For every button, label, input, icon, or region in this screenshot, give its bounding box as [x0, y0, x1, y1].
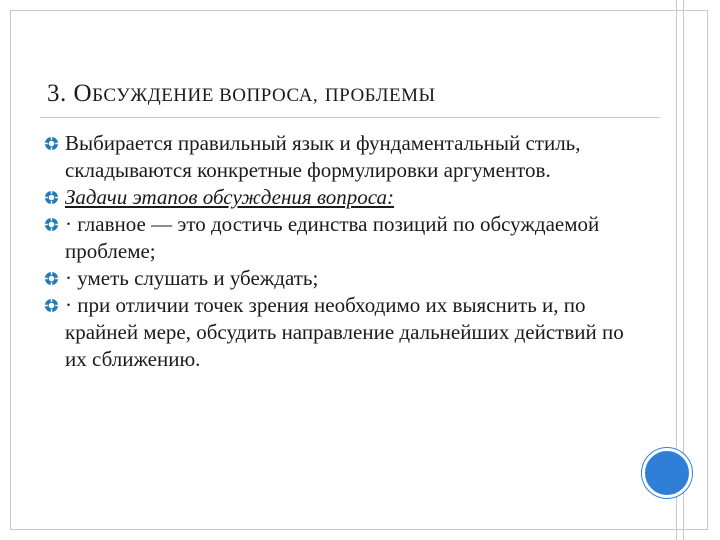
list-item	[44, 265, 644, 292]
list-item	[44, 292, 644, 373]
bullet-text: · при отличии точек зрения необходимо их выяснить и, по крайней мере, обсудить направление дальнейших действий по их сближению.	[65, 293, 624, 371]
bullet-text: · уметь слушать и убеждать;	[65, 266, 319, 290]
title-tail: ПРОБЛЕМЫ	[324, 85, 436, 106]
list-item	[44, 184, 644, 211]
gear-bullet-icon	[44, 271, 59, 286]
gear-bullet-icon	[44, 190, 59, 205]
gear-bullet-icon	[44, 298, 59, 313]
bullet-text: Задачи этапов обсуждения вопроса:	[65, 185, 395, 209]
title-rest: БСУЖДЕНИЕ ВОПРОСА	[92, 85, 313, 106]
gear-bullet-icon	[44, 217, 59, 232]
title-divider	[40, 117, 660, 118]
bullet-list	[44, 130, 644, 373]
bullet-text: · главное — это достичь единства позиций по обсуждаемой проблеме;	[65, 212, 600, 263]
accent-circle-icon	[642, 448, 692, 498]
list-item	[44, 130, 644, 184]
bullet-text: Выбирается правильный язык и фундаментальный стиль, складываются конкретные формулировки аргументов.	[65, 131, 581, 182]
list-item	[44, 211, 644, 265]
gear-bullet-icon	[44, 136, 59, 151]
title-comma: ,	[312, 85, 319, 106]
slide-title	[47, 80, 436, 108]
title-initial: 3. О	[47, 80, 93, 107]
